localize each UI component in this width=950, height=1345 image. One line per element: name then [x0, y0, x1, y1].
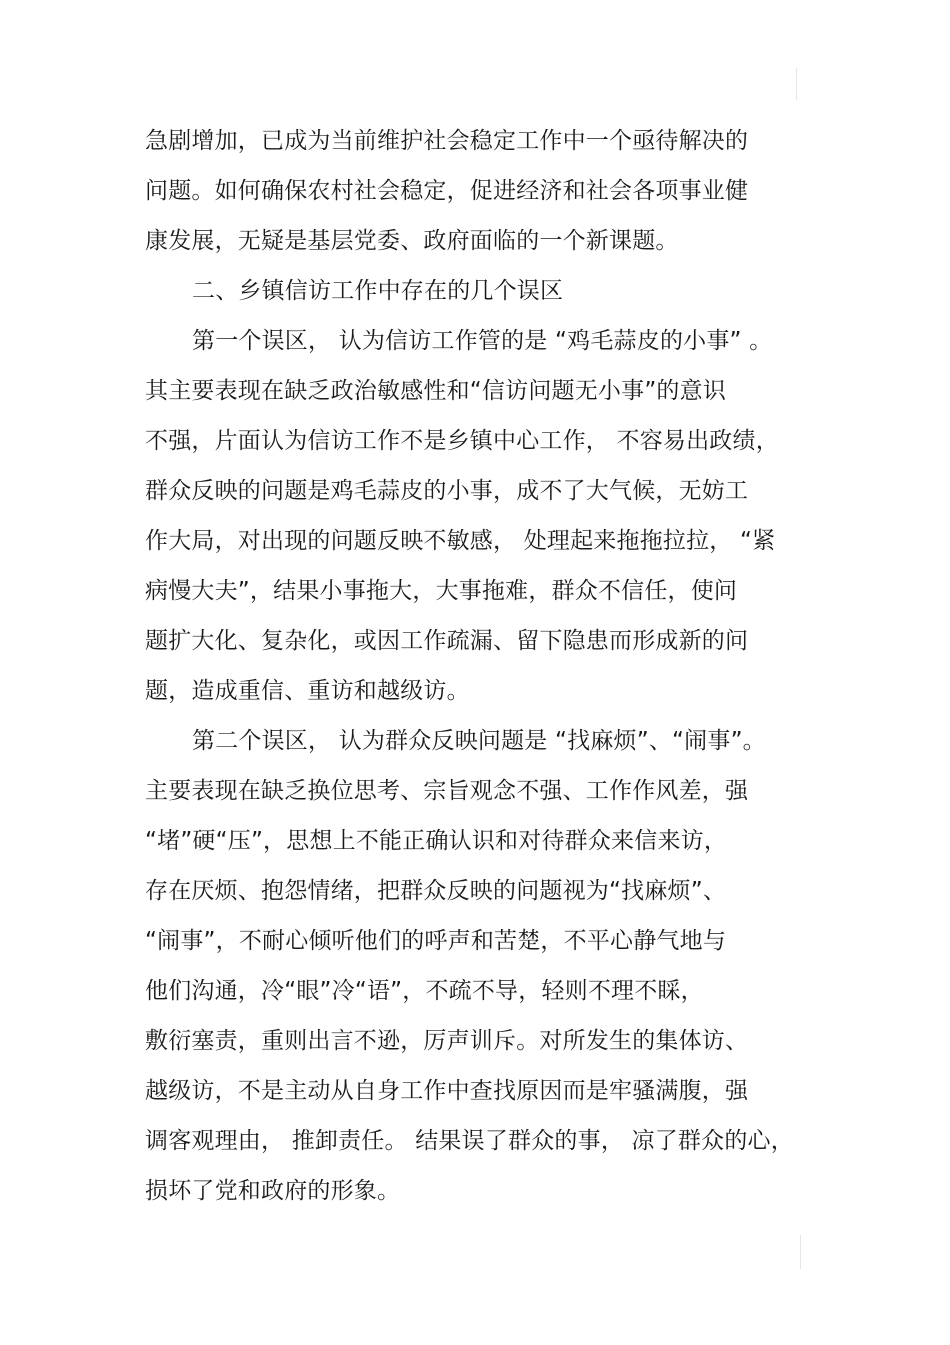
text-line: 康发展，无疑是基层党委、政府面临的一个新课题。 — [145, 228, 679, 254]
corner-mark-bottom — [800, 1235, 801, 1269]
text-line: 第二个误区， 认为群众反映问题是 “找麻烦”、“闹事”。 — [192, 728, 766, 754]
corner-mark-top — [796, 68, 797, 100]
text-line: 其主要表现在缺乏政治敏感性和“信访问题无小事”的意识 — [145, 378, 727, 404]
text-line: 他们沟通，冷“眼”冷“语”，不疏不导，轻则不理不睬， — [145, 978, 704, 1004]
text-line: 主要表现在缺乏换位思考、宗旨观念不强、工作作风差，强 — [145, 778, 749, 804]
text-line: 病慢大夫”，结果小事拖大，大事拖难，群众不信任，使问 — [145, 578, 738, 604]
text-line: 作大局，对出现的问题反映不敏感， 处理起来拖拖拉拉， “紧 — [145, 528, 776, 554]
text-line: 题扩大化、复杂化，或因工作疏漏、留下隐患而形成新的问 — [145, 628, 749, 654]
text-line: 不强，片面认为信访工作不是乡镇中心工作， 不容易出政绩， — [145, 428, 779, 454]
text-line: 题，造成重信、重访和越级访。 — [145, 678, 470, 704]
text-line: 损坏了党和政府的形象。 — [145, 1178, 401, 1204]
text-line: “闹事”，不耐心倾听他们的呼声和苦楚，不平心静气地与 — [145, 928, 727, 954]
text-line: 急剧增加，已成为当前维护社会稳定工作中一个亟待解决的 — [145, 128, 749, 154]
text-line: 第一个误区， 认为信访工作管的是 “鸡毛蒜皮的小事” 。 — [192, 328, 773, 354]
text-line: 越级访，不是主动从自身工作中查找原因而是牢骚满腹，强 — [145, 1078, 749, 1104]
text-line: 调客观理由， 推卸责任。 结果误了群众的事， 凉了群众的心， — [145, 1128, 794, 1154]
text-line: 存在厌烦、抱怨情绪，把群众反映的问题视为“找麻烦”、 — [145, 878, 727, 904]
text-line: 问题。如何确保农村社会稳定，促进经济和社会各项事业健 — [145, 178, 749, 204]
text-line: “堵”硬“压”，思想上不能正确认识和对待群众来信来访， — [145, 828, 728, 854]
text-line: 敷衍塞责，重则出言不逊，厉声训斥。对所发生的集体访、 — [145, 1028, 749, 1054]
section-heading: 二、乡镇信访工作中存在的几个误区 — [192, 278, 564, 304]
text-line: 群众反映的问题是鸡毛蒜皮的小事，成不了大气候，无妨工 — [145, 478, 749, 504]
